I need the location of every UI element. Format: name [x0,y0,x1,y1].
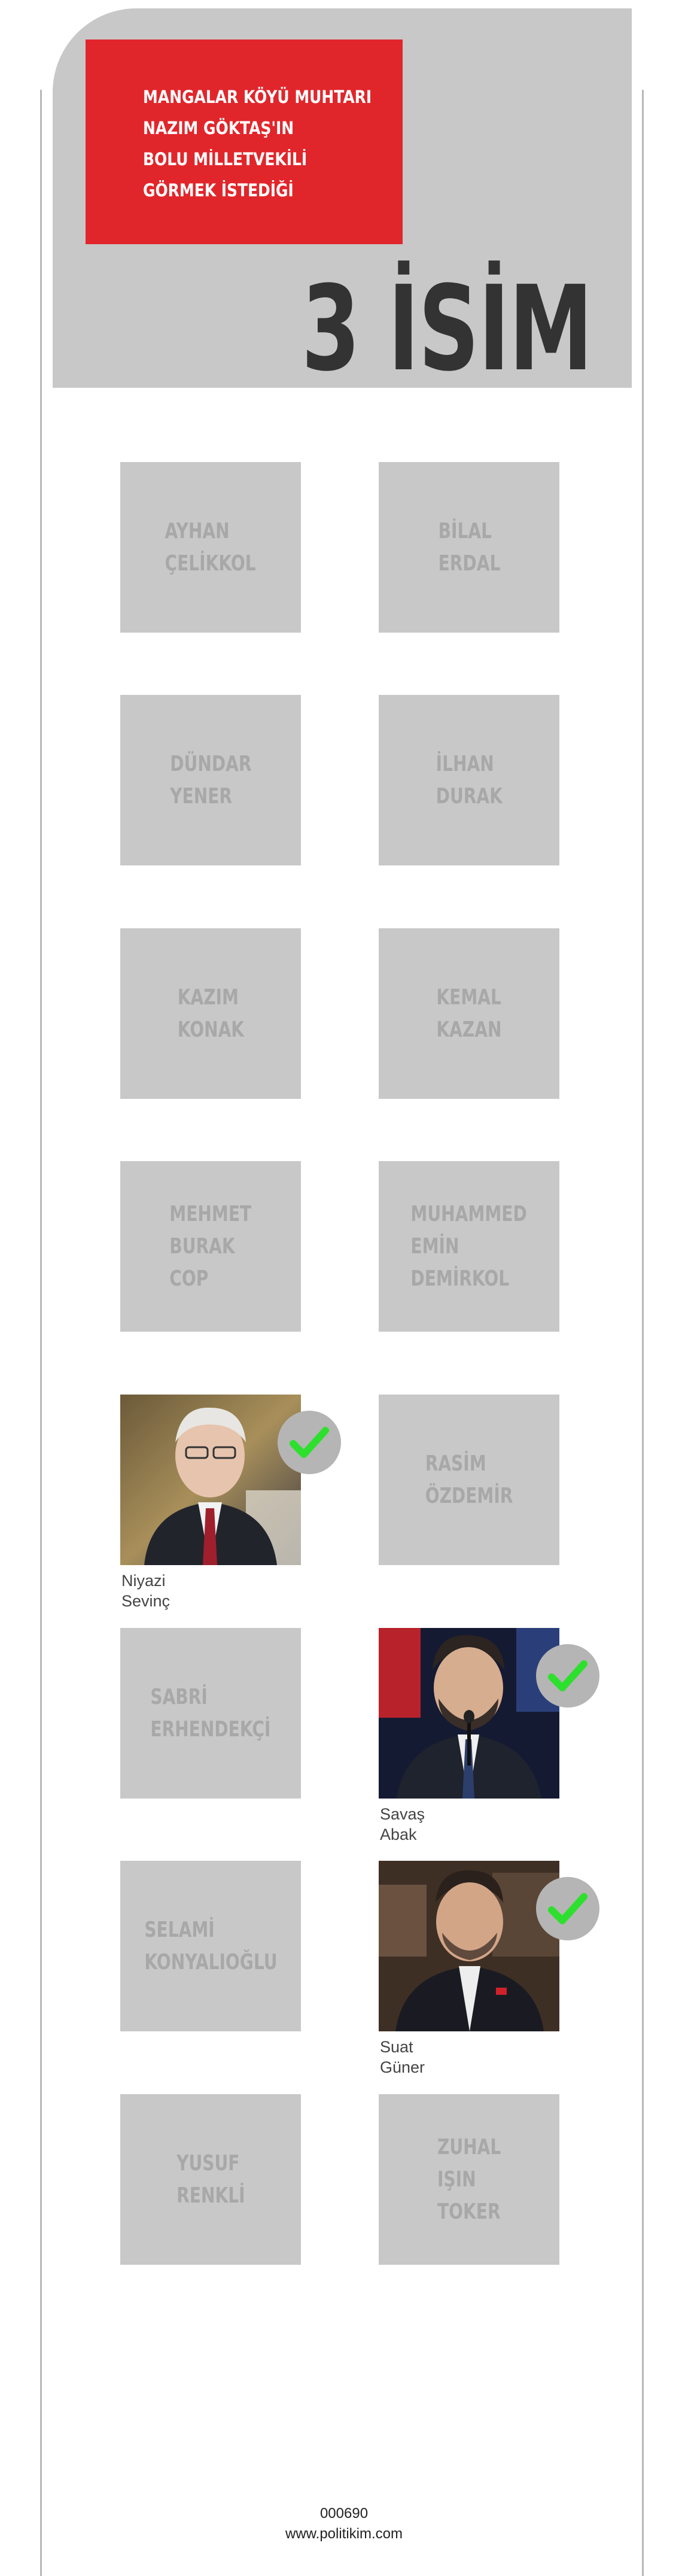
candidate-name-line: DURAK [436,783,503,809]
candidate-caption-suat-guner [380,2037,425,2077]
candidate-name [176,2147,245,2212]
candidate-card-selami-konyalioglu [120,1861,301,2031]
candidate-name-line: BİLAL [438,518,492,543]
candidate-caption-niyazi-sevinc [121,1570,170,1611]
candidate-name [425,1448,513,1512]
candidate-name-line: EMİN [410,1234,459,1259]
candidate-name-line: KEMAL [436,985,501,1010]
candidate-name-line: SELAMİ [144,1917,215,1942]
candidate-name [170,748,251,813]
candidate-card-kemal-kazan [379,928,559,1099]
candidate-photo-suat-guner [379,1861,559,2031]
candidate-name-line: YUSUF [176,2150,240,2176]
candidate-name-line: AYHAN [165,518,230,543]
checkmark-icon [536,1877,599,1940]
caption-last-name: Güner [380,2058,425,2076]
candidate-photo-savas-abak [379,1628,559,1799]
headline-line-3: BOLU MİLLETVEKİLİ [143,149,308,169]
big-title: 3 İSİM [302,261,592,397]
portrait-photo [120,1395,301,1565]
candidate-caption-savas-abak [380,1804,425,1845]
caption-first-name: Suat [380,2038,413,2056]
candidate-name-line: DÜNDAR [169,751,252,776]
portrait-photo [379,1628,559,1799]
headline-line-1: MANGALAR KÖYÜ MUHTARI [143,87,372,107]
candidate-photo-niyazi-sevinc [120,1395,301,1565]
candidate-name-line: MEHMET [169,1201,252,1226]
candidate-card-ilhan-durak [379,695,559,865]
candidate-name [144,1914,277,1979]
caption-first-name: Savaş [380,1805,425,1823]
footer [0,2504,688,2544]
candidate-card-zuhal-isin-toker [379,2094,559,2265]
caption-last-name: Abak [380,1825,417,1843]
headline-line-2: NAZIM GÖKTAŞ'IN [143,118,294,138]
candidate-name [436,982,501,1046]
candidate-name-line: DEMİRKOL [410,1266,510,1291]
candidate-name-line: YENER [169,783,232,809]
checkmark-icon [536,1644,599,1708]
candidate-name [170,1198,252,1295]
candidate-name-line: ERHENDEKÇİ [150,1717,271,1742]
candidate-name-line: MUHAMMED [410,1201,528,1226]
frame-left-line [40,90,42,2576]
frame-right-line [642,90,644,2576]
candidate-name-line: RASİM [425,1451,486,1476]
candidate-name [438,515,500,580]
headline-line-4: GÖRMEK İSTEDİĞİ [143,180,294,201]
candidate-name-line: KONYALIOĞLU [144,1949,278,1974]
checkmark-icon [278,1411,341,1474]
candidate-name-line: RENKLİ [176,2183,245,2208]
candidate-name-line: ÇELİKKOL [165,551,257,576]
footer-site-link[interactable]: www.politikim.com [285,2526,403,2542]
candidate-card-bilal-erdal [379,462,559,633]
candidate-name [437,2131,501,2228]
footer-code: 000690 [319,2505,369,2522]
candidate-name-line: KAZIM [177,985,239,1010]
candidate-name-line: KAZAN [436,1017,502,1042]
candidate-name-line: KONAK [177,1017,244,1042]
candidate-card-ayhan-celikkol [120,462,301,633]
candidate-name [165,515,256,580]
candidate-name [436,748,502,813]
candidate-card-kazim-konak [120,928,301,1099]
candidate-card-sabri-erhendekci [120,1628,301,1799]
candidate-name-line: İLHAN [436,751,494,776]
candidate-card-mehmet-burak-cop [120,1161,301,1332]
caption-first-name: Niyazi [121,1572,166,1590]
candidate-name-line: SABRİ [150,1684,208,1709]
candidate-name-line: IŞIN [437,2167,476,2192]
candidate-name [150,1681,270,1746]
candidate-card-yusuf-renkli [120,2094,301,2265]
candidate-card-muhammed-emin-demirkol [379,1161,559,1332]
portrait-photo [379,1861,559,2031]
candidate-name [411,1198,527,1295]
candidate-name-line: TOKER [437,2199,501,2224]
candidate-card-rasim-ozdemir [379,1395,559,1565]
candidate-name-line: BURAK [169,1234,235,1259]
caption-last-name: Sevinç [121,1592,171,1610]
headline-box [86,40,403,244]
candidate-name-line: COP [169,1266,209,1291]
candidate-name-line: ÖZDEMİR [425,1483,513,1508]
candidate-name [177,982,243,1046]
candidate-card-dundar-yener [120,695,301,865]
candidate-name-line: ERDAL [438,551,500,576]
candidate-name-line: ZUHAL [437,2134,501,2159]
